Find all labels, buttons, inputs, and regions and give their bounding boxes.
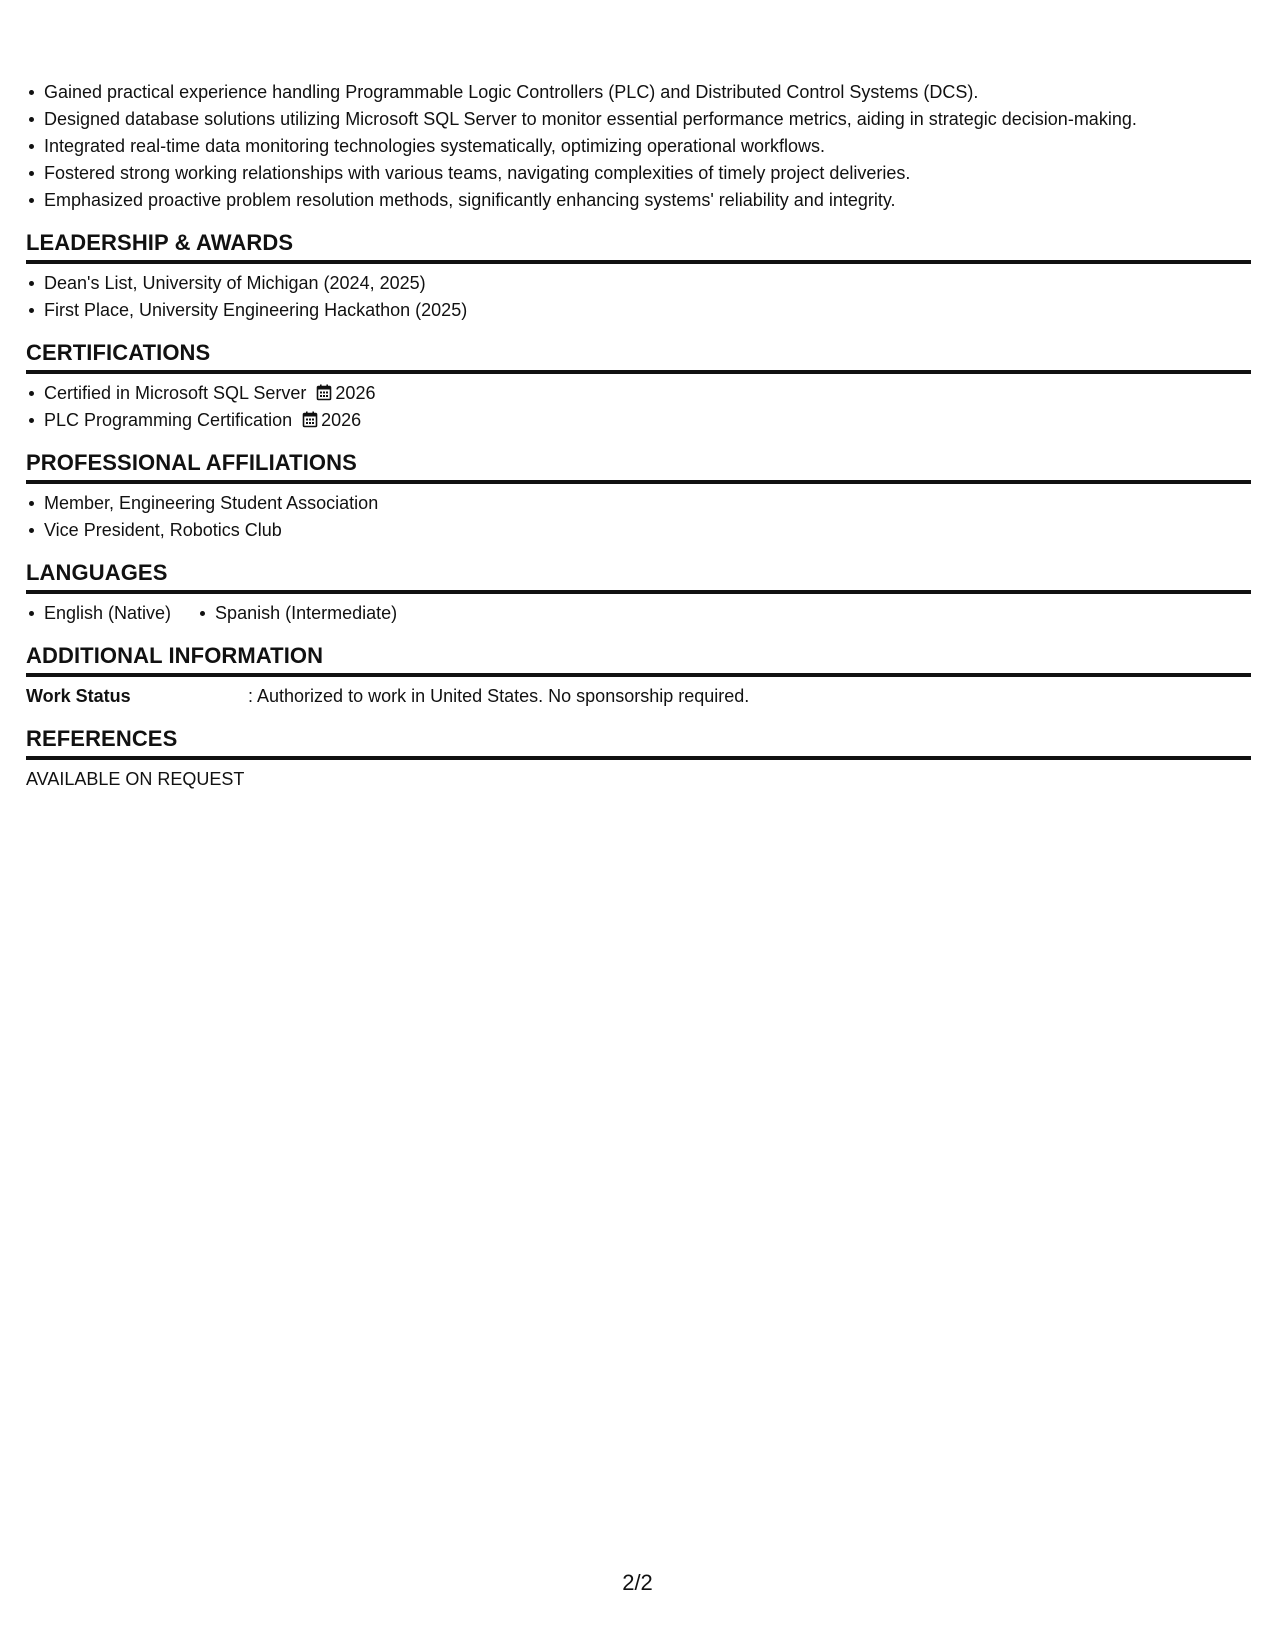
list-item: Gained practical experience handling Programmable Logic Controllers (PLC) and Distributed Control Systems (DCS). bbox=[26, 79, 1251, 106]
list-item: Fostered strong working relationships with various teams, navigating complexities of timely project deliveries. bbox=[26, 160, 1251, 187]
certification-year: 2026 bbox=[335, 383, 376, 403]
languages-section bbox=[26, 559, 1251, 627]
languages-list bbox=[26, 600, 1251, 627]
list-item: Integrated real-time data monitoring technologies systematically, optimizing operational workflows. bbox=[26, 133, 1251, 160]
section-heading: REFERENCES bbox=[26, 725, 1251, 760]
work-status-row bbox=[26, 683, 1251, 710]
references-text: AVAILABLE ON REQUEST bbox=[26, 769, 245, 789]
leadership-list bbox=[26, 270, 1251, 324]
experience-bullet-list bbox=[26, 79, 1251, 214]
certification-name: Certified in Microsoft SQL Server bbox=[44, 383, 307, 403]
section-heading: LANGUAGES bbox=[26, 559, 1251, 594]
list-item: Emphasized proactive problem resolution methods, significantly enhancing systems' reliability and integrity. bbox=[26, 187, 1251, 214]
affiliations-list bbox=[26, 490, 1251, 544]
page-number: 2/2 bbox=[622, 1570, 653, 1595]
list-item: Member, Engineering Student Association bbox=[26, 490, 1251, 517]
affiliations-section bbox=[26, 449, 1251, 544]
list-item: Spanish (Intermediate) bbox=[197, 600, 397, 627]
work-status-value: : Authorized to work in United States. No sponsorship required. bbox=[248, 686, 750, 706]
resume-page bbox=[26, 79, 1251, 793]
references-section bbox=[26, 725, 1251, 793]
additional-info-section bbox=[26, 642, 1251, 710]
list-item: English (Native) bbox=[26, 600, 171, 627]
section-heading: ADDITIONAL INFORMATION bbox=[26, 642, 1251, 677]
section-heading: LEADERSHIP & AWARDS bbox=[26, 229, 1251, 264]
list-item: Vice President, Robotics Club bbox=[26, 517, 1251, 544]
list-item: Dean's List, University of Michigan (2024, 2025) bbox=[26, 270, 1251, 297]
list-item: Designed database solutions utilizing Microsoft SQL Server to monitor essential performance metrics, aiding in strategic decision-making. bbox=[26, 106, 1251, 133]
certifications-list bbox=[26, 380, 1251, 434]
certification-name: PLC Programming Certification bbox=[44, 410, 293, 430]
calendar-icon bbox=[316, 384, 332, 401]
work-status-label: Work Status bbox=[26, 686, 131, 706]
list-item bbox=[26, 407, 1251, 434]
list-item bbox=[26, 380, 1251, 407]
list-item: First Place, University Engineering Hackathon (2025) bbox=[26, 297, 1251, 324]
certification-year: 2026 bbox=[321, 410, 362, 430]
section-heading: CERTIFICATIONS bbox=[26, 339, 1251, 374]
section-heading: PROFESSIONAL AFFILIATIONS bbox=[26, 449, 1251, 484]
leadership-section bbox=[26, 229, 1251, 324]
certifications-section bbox=[26, 339, 1251, 434]
calendar-icon bbox=[302, 411, 318, 428]
